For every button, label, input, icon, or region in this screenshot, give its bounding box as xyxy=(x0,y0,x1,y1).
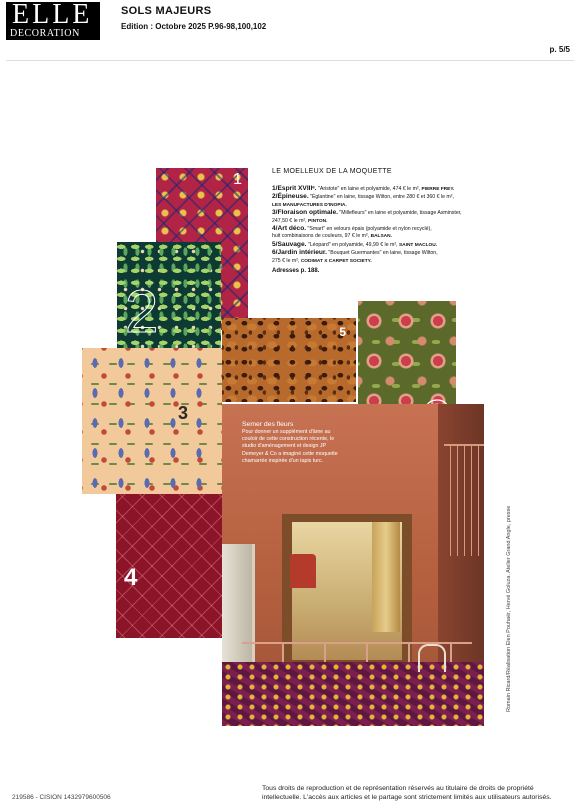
product-list xyxy=(272,185,472,265)
list-item: 3/Floraison optimale. "Millefleurs" en laine et polyamide, tissage Axminster, xyxy=(272,209,462,217)
list-item: 6/Jardin intérieur. "Bouquet Guermantes" en laine, tissage Wilton, xyxy=(272,249,438,257)
photo-balcony-railing xyxy=(444,444,484,556)
article-heading: LE MOELLEUX DE LA MOQUETTE xyxy=(272,168,392,175)
list-item-continued: LES MANUFACTURES D'INOPIA. xyxy=(272,202,347,208)
photo-credit: Romain Ricard/Réalisation Elen Pouhaër, Hervé Goluza. Atelier Grand Angle, presse xyxy=(506,505,512,712)
list-item-continued: 275 € le m², CODIMAT X CARPET SOCIETY. xyxy=(272,257,372,264)
swatch-number-3: 3 xyxy=(178,403,189,423)
caption-body: Pour donner un supplément d'âme au couloir de cette construction récente, le studio d'aménagement et design JP Demeyer & Co a imaginé cette moquette chamarrée inspirée d'un tapis turc. xyxy=(242,429,338,464)
footer-cision-id: 219586 - CISION 1432979600506 xyxy=(12,794,111,801)
photo-red-chair xyxy=(290,554,316,588)
caption-title: Semer des fleurs xyxy=(242,421,294,428)
photo-curtain xyxy=(372,522,400,632)
footer-copyright-notice: Tous droits de reproduction et de représentation réservés au titulaire de droits de propriété intellectuelle. L'accès aux articles et le partage sont strictement limités aux utilisateurs autorisés. xyxy=(262,785,552,801)
logo-decoration-text: DECORATION xyxy=(10,28,80,39)
header-divider xyxy=(6,60,574,61)
list-item: 5/Sauvage. "Léopard" en polyamide, 49,99 € le m², SAINT MACLOU. xyxy=(272,240,438,248)
logo-elle-text: ELLE xyxy=(12,0,93,30)
photo-caption xyxy=(242,420,338,465)
carpet-swatch-4 xyxy=(116,494,222,638)
addresses-reference: Adresses p. 188. xyxy=(272,268,320,274)
swatch-number-2: 2 xyxy=(125,278,159,345)
list-item: 1/Esprit XVIIIᵉ. "Aristote" en laine et polyamide, 474 € le m², PIERRE FREY. xyxy=(272,185,455,192)
page-title: SOLS MAJEURS xyxy=(121,5,212,17)
carpet-swatch-5 xyxy=(222,318,356,402)
list-item: 4/Art déco. "Smart" en velours épais (polyamide et nylon recyclé), xyxy=(272,225,432,233)
page-number: p. 5/5 xyxy=(549,45,570,54)
swatch-number-1: 1 xyxy=(233,171,242,188)
edition-info: Edition : Octobre 2025 P.96-98,100,102 xyxy=(121,22,267,31)
photo-stool xyxy=(418,644,446,672)
swatch-number-5: 5 xyxy=(339,325,346,339)
carpet-swatch-2 xyxy=(117,242,221,348)
list-item-continued: huit combinaisons de couleurs, 97 € le m², BALSAN. xyxy=(272,233,392,240)
carpet-swatch-3 xyxy=(82,348,222,494)
list-item-continued: 247,50 € le m², PINTON. xyxy=(272,217,328,224)
list-item: 2/Épineuse. "Églantine" en laine, tissage Wilton, entre 280 € et 360 € le m², xyxy=(272,193,454,201)
swatch-number-4: 4 xyxy=(124,564,138,591)
elle-decoration-logo xyxy=(6,2,100,40)
